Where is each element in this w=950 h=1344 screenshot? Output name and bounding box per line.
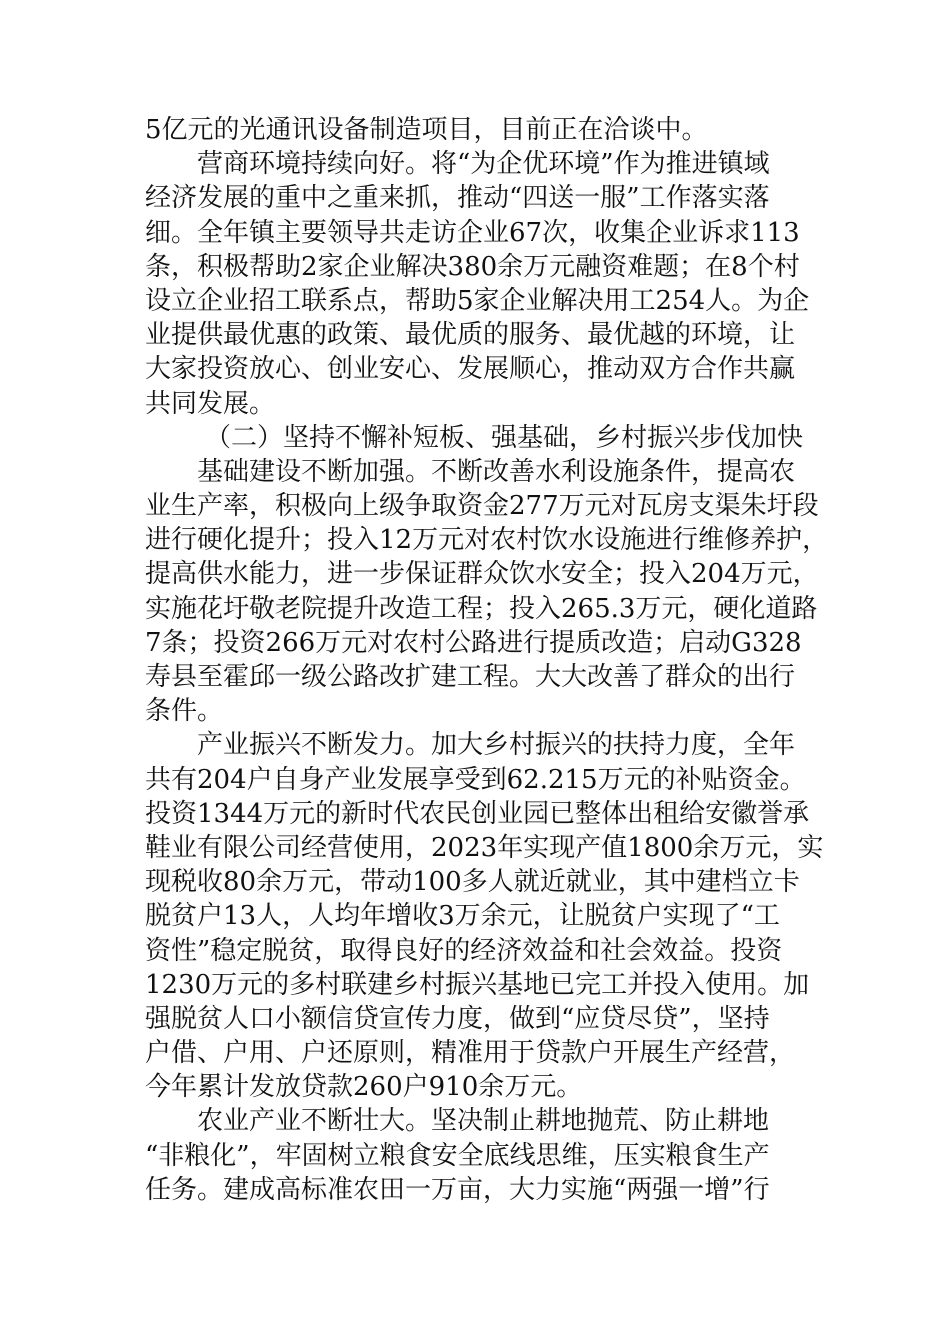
text-line: 共同发展。 (145, 388, 276, 419)
text-line: 进行硬化提升；投入12万元对农村饮水设施进行维修养护， (145, 525, 829, 556)
text-line: 7条；投资266万元对农村公路进行提质改造；启动G328 (145, 627, 802, 658)
text-line: 业提供最优惠的政策、最优质的服务、最优越的环境，让 (145, 320, 796, 351)
document-body (145, 113, 829, 1207)
text-line: 强脱贫人口小额信贷宣传力度，做到“应贷尽贷”，坚持 (145, 1003, 770, 1034)
text-line: 鞋业有限公司经营使用，2023年实现产值1800余万元，实 (145, 832, 824, 863)
text-line: 今年累计发放贷款260户910余万元。 (145, 1072, 583, 1103)
text-line: 投资1344万元的新时代农民创业园已整体出租给安徽誉承 (145, 798, 810, 829)
section-heading: （二）坚持不懈补短板、强基础，乡村振兴步伐加快 (205, 422, 804, 453)
text-line: 寿县至霍邱一级公路改扩建工程。大大改善了群众的出行 (145, 662, 796, 692)
text-line: 大家投资放心、创业安心、发展顺心，推动双方合作共赢 (145, 354, 796, 385)
text-line: 条件。 (145, 696, 224, 727)
text-line: 资性”稳定脱贫，取得良好的经济效益和社会效益。投资 (145, 935, 783, 966)
text-line: 基础建设不断加强。不断改善水利设施条件，提高农 (197, 456, 796, 487)
text-line: “非粮化”，牢固树立粮食安全底线思维，压实粮食生产 (145, 1140, 770, 1171)
text-line: 户借、户用、户还原则，精准用于贷款户开展生产经营， (145, 1038, 796, 1069)
text-line: 细。全年镇主要领导共走访企业67次，收集企业诉求113 (145, 217, 800, 248)
text-line: 任务。建成高标准农田一万亩，大力实施“两强一增”行 (145, 1174, 770, 1205)
text-line: 设立企业招工联系点，帮助5家企业解决用工254人。为企 (145, 285, 810, 316)
text-line: 业生产率，积极向上级争取资金277万元对瓦房支渠朱圩段 (145, 491, 819, 522)
text-line: 条，积极帮助2家企业解决380余万元融资难题；在8个村 (145, 251, 800, 282)
text-line: 5亿元的光通讯设备制造项目，目前正在洽谈中。 (145, 115, 708, 145)
text-line: 现税收80余万元，带动100多人就近就业，其中建档立卡 (145, 867, 800, 898)
text-line: 实施花圩敬老院提升改造工程；投入265.3万元，硬化道路 (145, 593, 818, 624)
text-line: 共有204户自身产业发展享受到62.215万元的补贴资金。 (145, 764, 806, 795)
text-line: 经济发展的重中之重来抓，推动“四送一服”工作落实落 (145, 183, 770, 214)
text-line: 产业振兴不断发力。加大乡村振兴的扶持力度，全年 (197, 730, 796, 761)
text-line: 脱贫户13人，人均年增收3万余元，让脱贫户实现了“工 (145, 901, 780, 932)
text-line: 营商环境持续向好。将“为企优环境”作为推进镇域 (197, 149, 770, 180)
text-line: 1230万元的多村联建乡村振兴基地已完工并投入使用。加 (145, 969, 810, 1000)
text-line: 农业产业不断壮大。坚决制止耕地抛荒、防止耕地 (197, 1106, 770, 1137)
text-line: 提高供水能力，进一步保证群众饮水安全；投入204万元， (145, 559, 819, 590)
